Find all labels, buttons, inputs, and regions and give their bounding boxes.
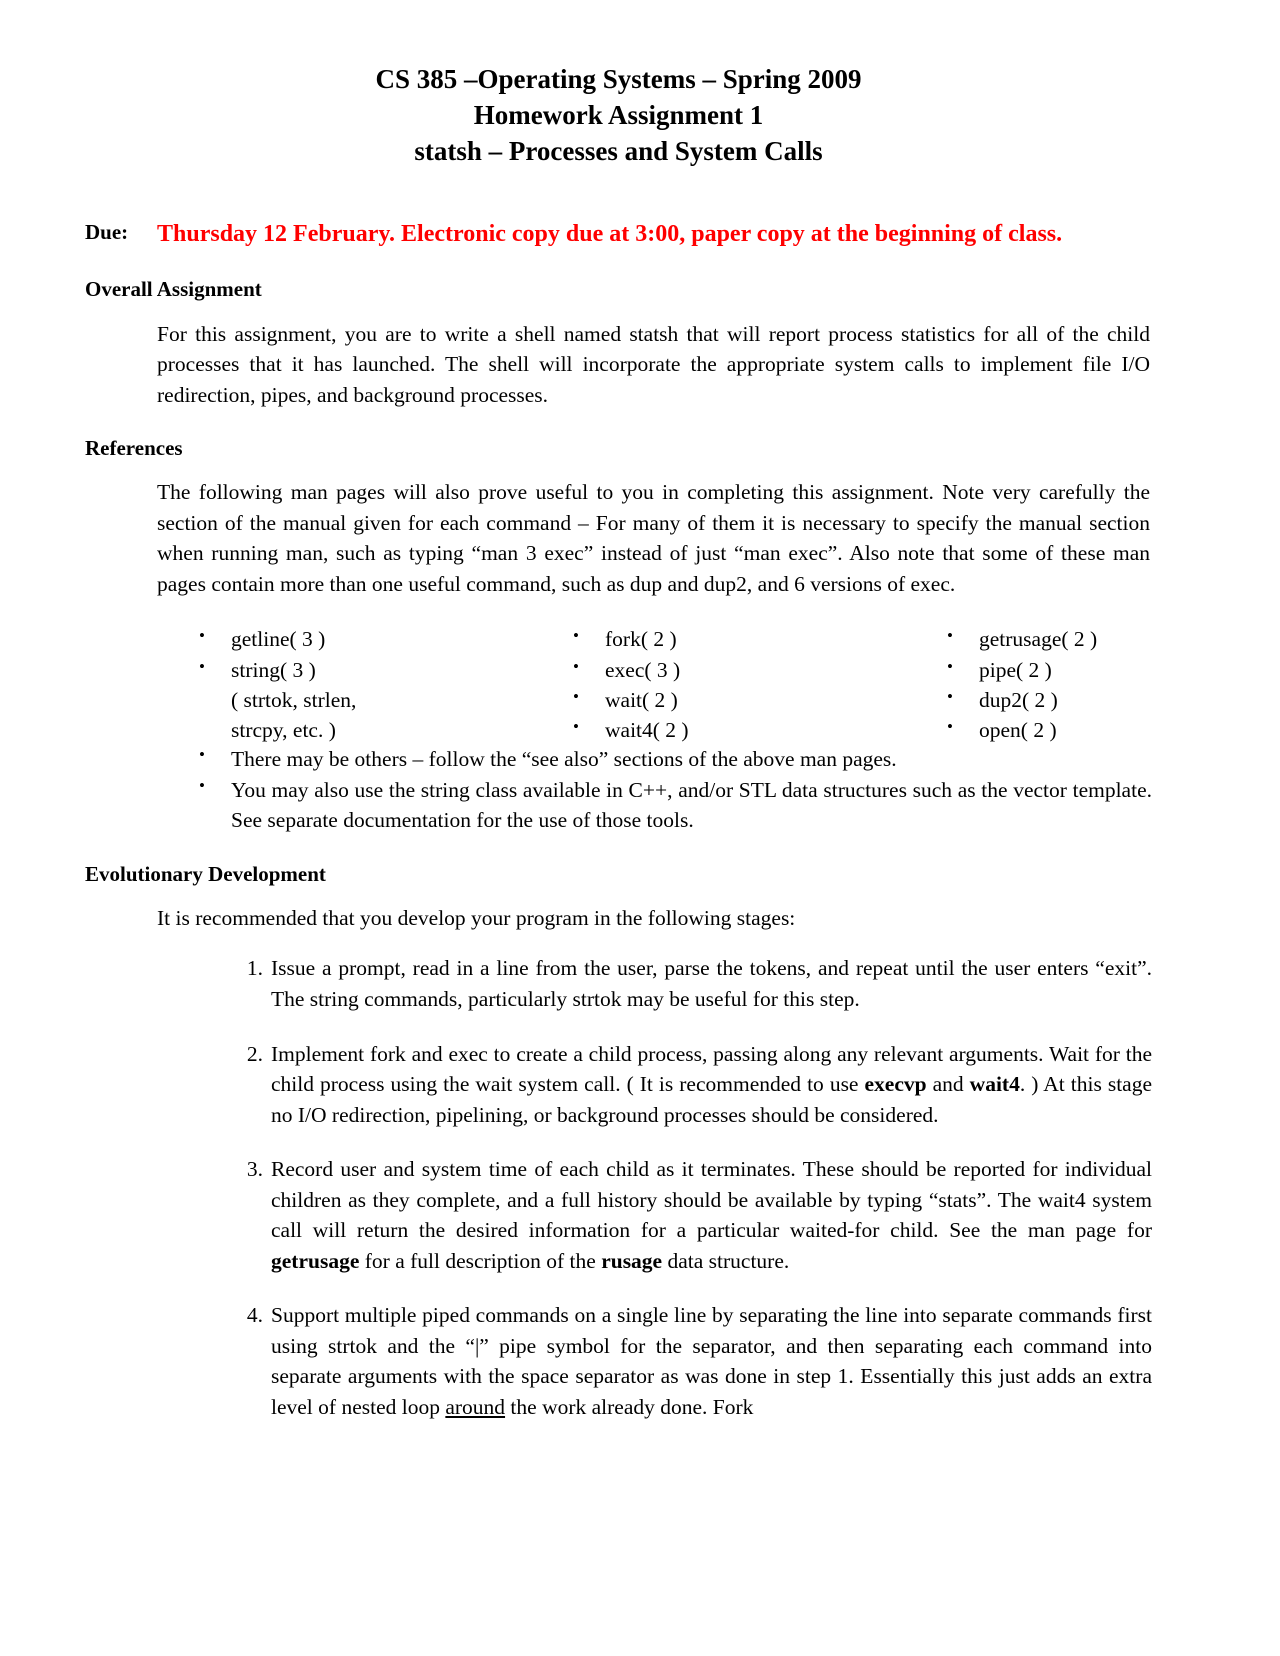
step-text-run: execvp [864,1072,927,1097]
heading-evolutionary-development: Evolutionary Development [85,861,326,886]
step-text-run: around [445,1394,506,1419]
step-text-run: getrusage [271,1248,360,1273]
manpage-item: • exec( 3 ) [567,656,941,685]
manpage-item: • open( 2 ) [941,716,1241,745]
development-step [233,953,1152,1014]
heading-references: References [85,436,183,461]
due-text: Thursday 12 February. Electronic copy due at 3:00, paper copy at the beginning of class. [157,220,1063,247]
manpage-item: • pipe( 2 ) [941,656,1241,685]
manpage-item: • getrusage( 2 ) [941,625,1241,654]
paragraph-evolutionary-intro: It is recommended that you develop your program in the following stages: [157,905,796,930]
manpage-item: • getline( 3 ) [193,625,567,654]
title-line-2: Homework Assignment 1 [473,99,764,130]
step-text-run: Support multiple piped commands on a single line by separating the line into separate commands first using strtok and the “|” pipe symbol for the separator, and then separating each command into separate arguments with the space separator as was done in step 1. Essentially this just adds an extra level of nested loop [271,1303,1152,1419]
step-text-run: rusage [601,1248,663,1273]
paragraph-overall-assignment: For this assignment, you are to write a shell named statsh that will report process statistics for all of the child processes that it has launched. The shell will incorporate the appropriate system calls to implement file I/O redirection, pipes, and background processes. [157,321,1150,407]
development-step [233,1154,1152,1276]
spacer [85,410,1152,436]
step-text-run: the work already done. Fork [505,1394,754,1419]
manpage-item: • fork( 2 ) [567,625,941,654]
manpage-item: • wait4( 2 ) [567,716,941,745]
reference-bullet: • You may also use the string class available in C++, and/or STL data structures such as the vector template. See separate documentation for the use of those tools. [193,775,1152,836]
due-row [85,218,1152,252]
step-text-run: for a full description of the [359,1248,602,1273]
step-text-run: . ) At this stage no I/O redirection, pipelining, or background processes should be considered. [271,1072,1153,1127]
manpage-item: • dup2( 2 ) [941,686,1241,715]
paragraph-references: The following man pages will also prove useful to you in completing this assignment. Note very carefully the section of the manual given for each command – For many of them it is necessary to specify the manual section when running man, such as typing “man 3 exec” instead of just “man exec”. Also note that some of these man pages contain more than one useful command, such as dup and dup2, and 6 versions of exec. [157,480,1150,596]
reference-extra-bullets [193,744,1152,836]
step-text-run: wait4 [969,1072,1020,1097]
manpage-column [567,625,941,746]
due-label: Due: [85,219,129,244]
development-step [233,1039,1152,1131]
step-text-run: Implement fork and exec to create a child process, passing along any relevant arguments. Wait for the child process using the wait system call. ( It is recommended to use [271,1041,1152,1097]
reference-bullet: • There may be others – follow the “see also” sections of the above man pages. [193,744,1152,775]
step-text [271,1042,1152,1127]
manpage-item: • string( 3 ) [193,656,567,685]
manpage-column [193,625,567,746]
manpage-list [193,625,1152,746]
step-text [271,1157,1152,1273]
manpage-column [941,625,1241,746]
manpage-item: • wait( 2 ) [567,686,941,715]
manpage-subitem: strcpy, etc. ) [231,718,336,742]
development-step [233,1300,1152,1422]
document-title [85,62,1152,170]
heading-overall-assignment: Overall Assignment [85,277,262,302]
step-text-run: Record user and system time of each child as it terminates. These should be reported for individual children as they complete, and a full history should be available by typing “stats”. The wait4 system call will return the desired information for a particular waited-for child. See the man page for [271,1157,1152,1243]
spacer [85,836,1152,862]
step-number: 1. [246,956,263,981]
step-text [271,1303,1152,1419]
step-text-run: and [926,1072,970,1097]
title-line-1: CS 385 –Operating Systems – Spring 2009 [375,64,862,94]
title-line-3: statsh – Processes and System Calls [414,135,823,166]
step-text: Issue a prompt, read in a line from the user, parse the tokens, and repeat until the user enters “exit”. The string commands, particularly strtok may be useful for this step. [271,956,1152,1011]
manpage-subitem: ( strtok, strlen, [231,687,357,712]
step-number: 2. [246,1041,263,1066]
development-steps [85,953,1152,1422]
step-text-run: data structure. [662,1248,790,1273]
step-number: 3. [246,1157,263,1182]
step-number: 4. [246,1303,263,1328]
